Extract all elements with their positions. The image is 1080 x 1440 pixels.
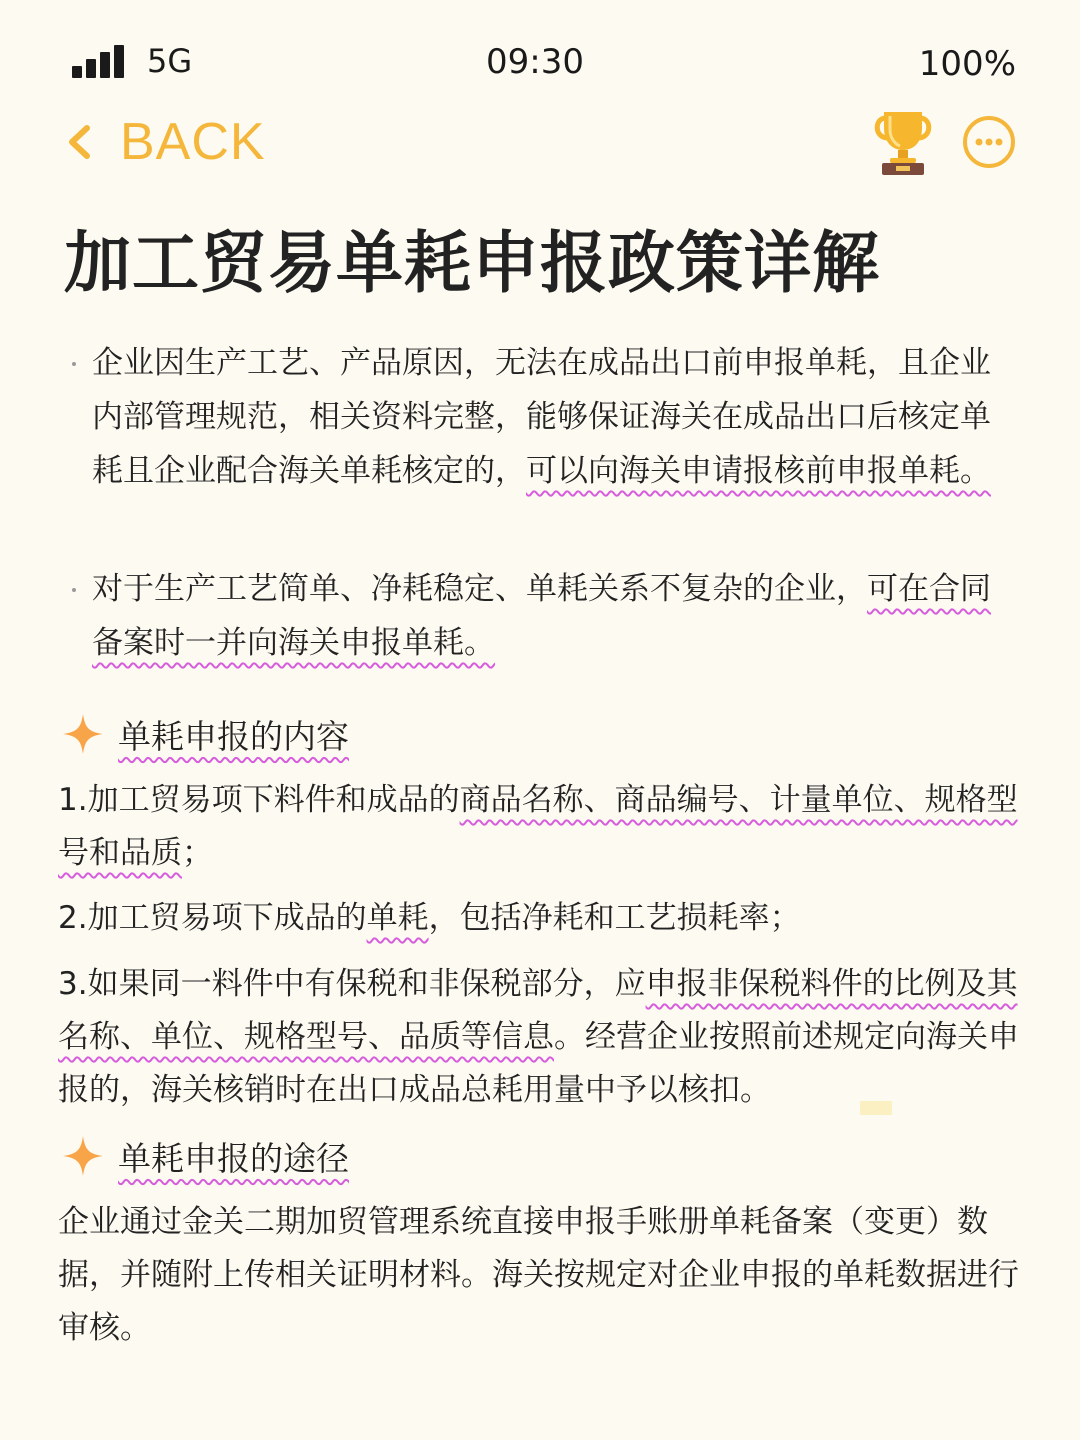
highlight-mark	[860, 1101, 892, 1115]
battery-level: 100%	[918, 44, 1016, 84]
item-emphasis: 商品名称、商品编号、计量单位、规格型号和品质	[58, 782, 1018, 871]
item-text: 。经营企业按照前述规定向海关申报的，海关核销时在出口成品总耗用量中予以核扣。	[58, 1019, 1019, 1108]
sparkle-icon	[62, 1135, 104, 1177]
more-icon[interactable]	[962, 115, 1016, 169]
trophy-icon[interactable]	[872, 108, 934, 176]
content-item	[58, 958, 1028, 1117]
page-title: 加工贸易单耗申报政策详解	[64, 224, 880, 302]
channel-paragraph: 企业通过金关二期加贸管理系统直接申报手账册单耗备案（变更）数据，并随附上传相关证明材料。海关按规定对企业申报的单耗数据进行审核。	[58, 1204, 1019, 1346]
section-title: 单耗申报的途径	[118, 1138, 349, 1178]
bullet-text: 对于生产工艺简单、净耗稳定、单耗关系不复杂的企业，	[92, 571, 867, 607]
section-heading-channel	[62, 1128, 349, 1184]
item-text: ，包括净耗和工艺损耗率；	[428, 900, 801, 936]
item-text: 3.如果同一料件中有保税和非保税部分，应	[58, 966, 646, 1002]
content-item	[58, 892, 1028, 945]
bullet-emphasis: 可在合同备案时一并向海关申报单耗。	[92, 571, 991, 661]
item-emphasis: 申报非保税料件的比例及其名称、单位、规格型号、品质等信息	[58, 966, 1018, 1055]
item-text: ；	[182, 835, 213, 871]
content-item	[58, 774, 1028, 880]
chevron-left-icon	[62, 124, 98, 160]
clock: 09:30	[486, 42, 584, 82]
status-bar	[0, 38, 1080, 92]
bullet-text: 企业因生产工艺、产品原因，无法在成品出口前申报单耗，且企业内部管理规范，相关资料完整，能够保证海关在成品出口后核定单耗且企业配合海关单耗核定的，	[92, 345, 991, 489]
back-label: BACK	[120, 113, 266, 171]
nav-bar	[0, 108, 1080, 178]
item-text: 1.加工贸易项下料件和成品的	[58, 782, 460, 818]
section-title: 单耗申报的内容	[118, 716, 349, 756]
sparkle-icon	[62, 713, 104, 755]
back-button[interactable]	[62, 110, 266, 174]
item-text: 2.加工贸易项下成品的	[58, 900, 367, 936]
section-heading-content	[62, 706, 349, 762]
item-emphasis: 单耗	[366, 900, 429, 936]
bullet-item	[92, 562, 1012, 670]
bullet-emphasis: 可以向海关申请报核前申报单耗。	[526, 453, 991, 489]
network-type: 5G	[147, 42, 193, 80]
bullet-item	[92, 336, 1012, 498]
